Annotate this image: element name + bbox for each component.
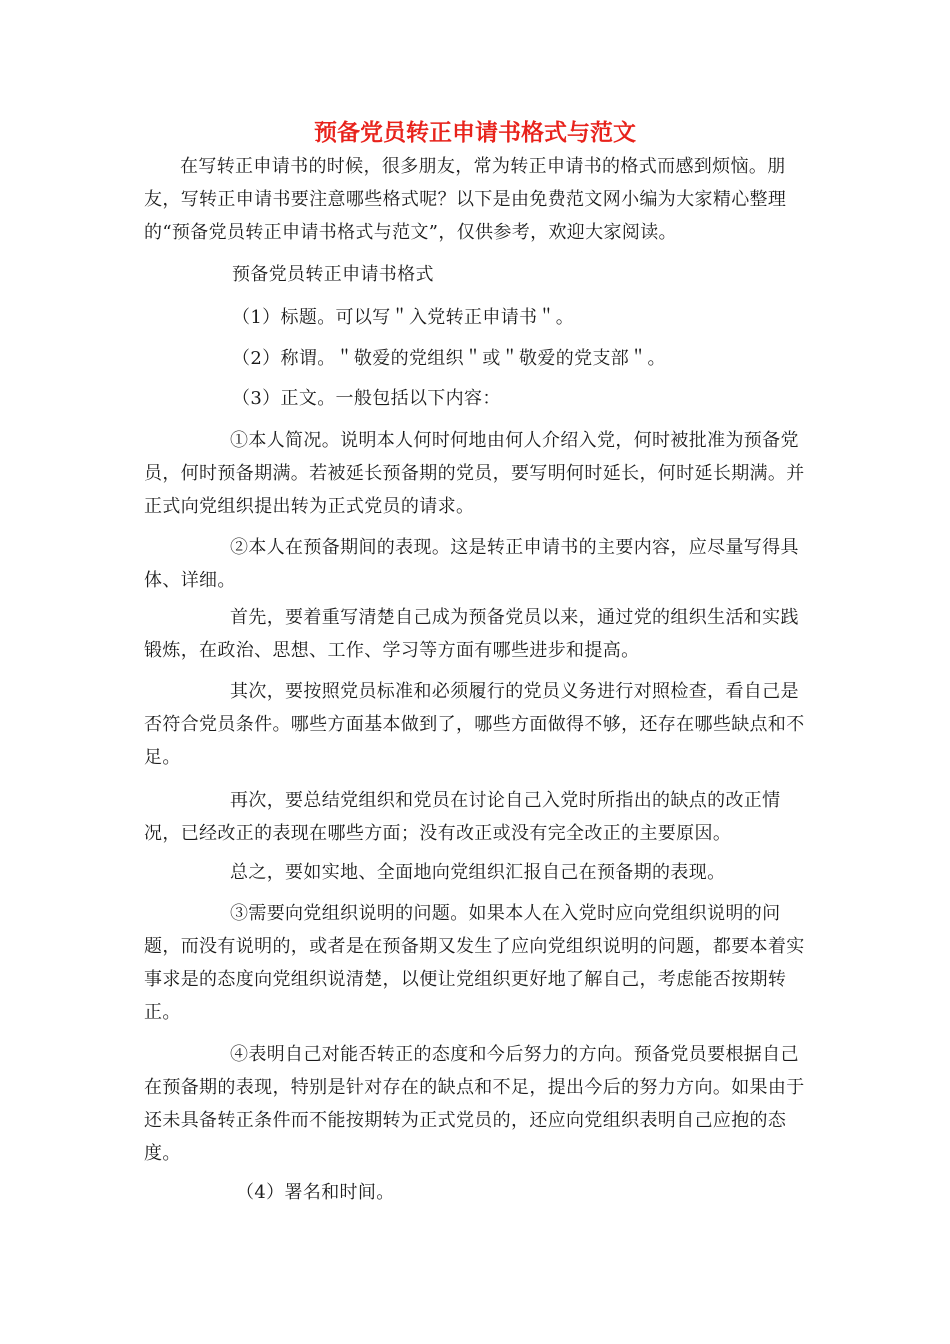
paragraph-first: 首先，要着重写清楚自己成为预备党员以来，通过党的组织生活和实践锻炼，在政治、思想、工作、学习等方面有哪些进步和提高。: [144, 607, 799, 661]
sub-item-performance: ②本人在预备期间的表现。这是转正申请书的主要内容，应尽量写得具体、详细。: [144, 537, 799, 591]
item-body: （3）正文。一般包括以下内容：: [232, 388, 501, 409]
item-title: （1）标题。可以写＂入党转正申请书＂。: [232, 307, 575, 328]
item-salutation: （2）称谓。＂敬爱的党组织＂或＂敬爱的党支部＂。: [232, 348, 666, 369]
document-title: 预备党员转正申请书格式与范文: [314, 120, 636, 146]
paragraph-third: 再次，要总结党组织和党员在讨论自己入党时所指出的缺点的改正情况，已经改正的表现在哪些方面；没有改正或没有完全改正的主要原因。: [144, 790, 781, 844]
sub-item-attitude: ④表明自己对能否转正的态度和今后努力的方向。预备党员要根据自己在预备期的表现，特别是针对存在的缺点和不足，提出今后的努力方向。如果由于还未具备转正条件而不能按期转为正式党员的，还应向党组织表明自己应抱的态度。: [144, 1044, 805, 1164]
sub-item-issues: ③需要向党组织说明的问题。如果本人在入党时应向党组织说明的问题，而没有说明的，或者是在预备期又发生了应向党组织说明的问题，都要本着实事求是的态度向党组织说清楚，以便让党组织更好地了解自己，考虑能否按期转正。: [144, 903, 805, 1023]
section-heading: 预备党员转正申请书格式: [232, 264, 434, 285]
item-signature: （4）署名和时间。: [236, 1182, 395, 1203]
sub-item-profile: ①本人简况。说明本人何时何地由何人介绍入党，何时被批准为预备党员，何时预备期满。若被延长预备期的党员，要写明何时延长，何时延长期满。并正式向党组织提出转为正式党员的请求。: [144, 430, 805, 517]
intro-paragraph: 在写转正申请书的时候，很多朋友，常为转正申请书的格式而感到烦恼。朋友，写转正申请书要注意哪些格式呢？以下是由免费范文网小编为大家精心整理的“预备党员转正申请书格式与范文”，仅供参考，欢迎大家阅读。: [144, 156, 787, 243]
paragraph-summary: 总之，要如实地、全面地向党组织汇报自己在预备期的表现。: [230, 862, 726, 883]
paragraph-second: 其次，要按照党员标准和必须履行的党员义务进行对照检查，看自己是否符合党员条件。哪些方面基本做到了，哪些方面做得不够，还存在哪些缺点和不足。: [144, 681, 805, 768]
